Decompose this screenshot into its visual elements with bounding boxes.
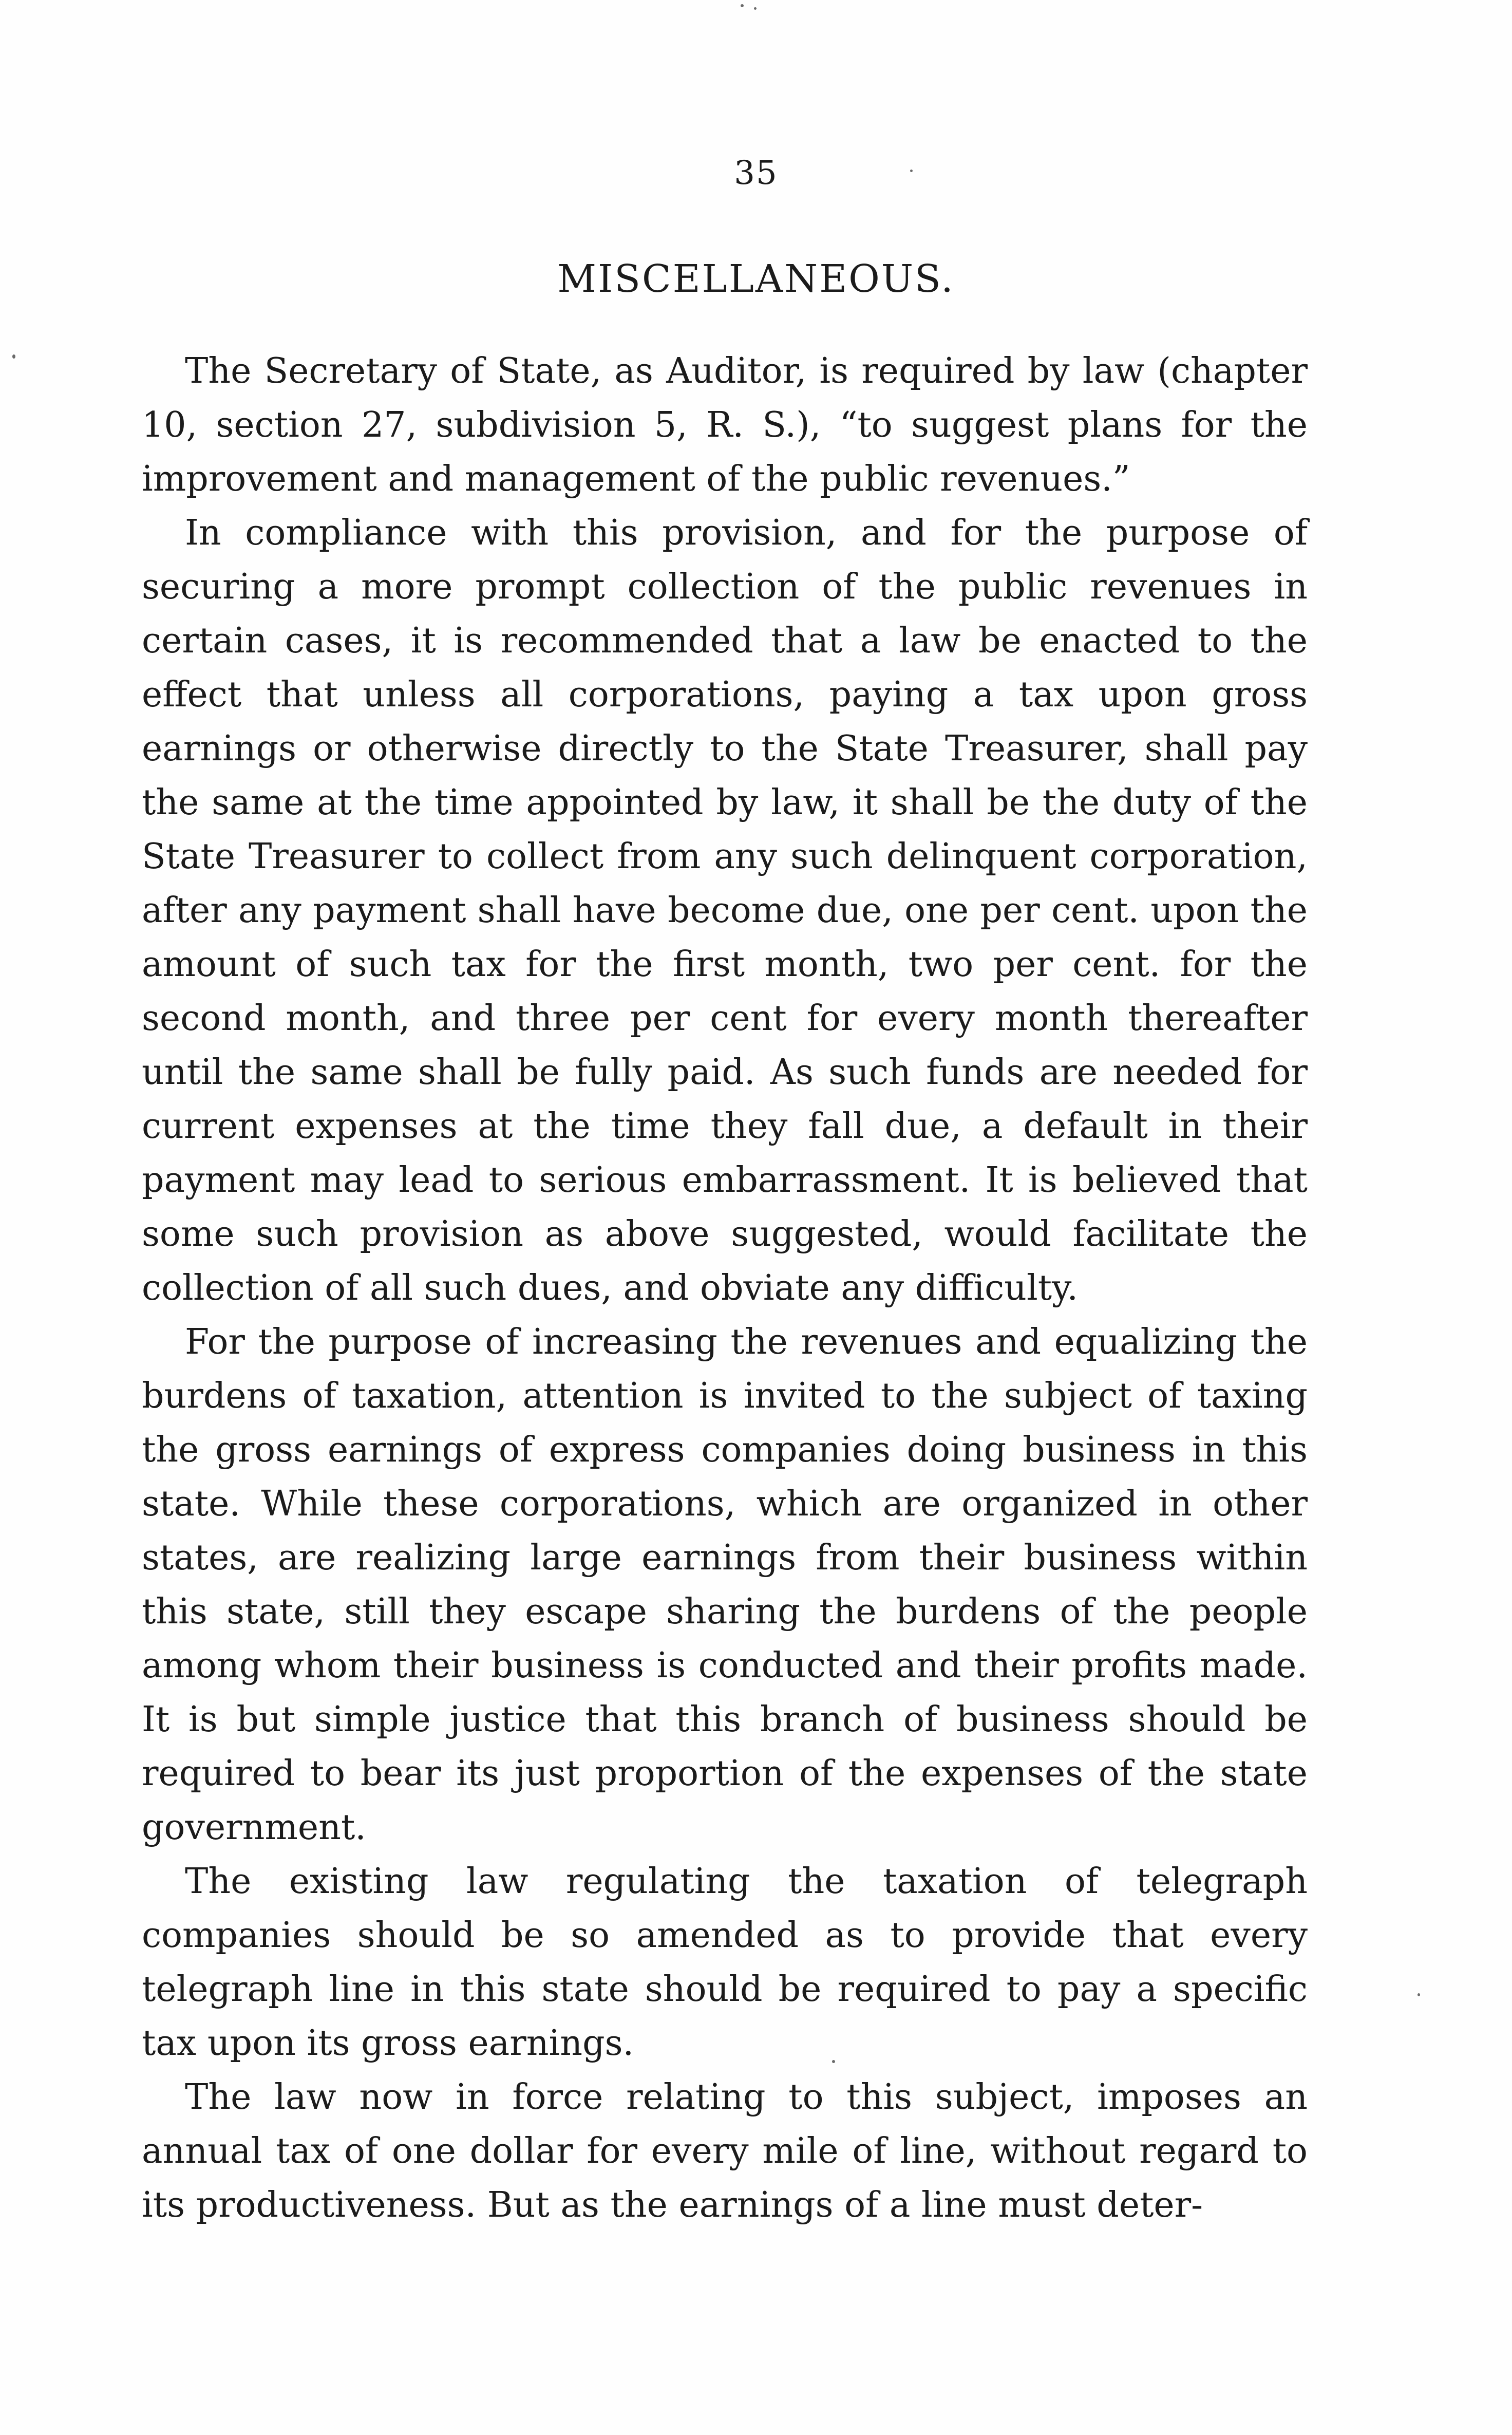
print-speck: [1418, 1993, 1420, 1996]
paragraph-auditor-duty: The Secretary of State, as Auditor, is required by law (chapter 10, section 27, subdivision 5, R. S.), “to suggest plans for the improvement and management of the public revenues.”: [142, 351, 1308, 499]
print-speck: [832, 2060, 835, 2063]
paragraph-telegraph-amendment: The existing law regulating the taxation of telegraph companies should be so amended as to provide that every telegraph line in this state should be required to pay a specific tax upon its gross earnings.: [142, 1861, 1308, 2064]
body-text: [142, 344, 1308, 2232]
section-heading: MISCELLANEOUS.: [557, 257, 955, 301]
print-speck: [741, 4, 744, 7]
print-speck: [910, 170, 913, 172]
print-speck: [12, 354, 15, 359]
paragraph-current-law: The law now in force relating to this subject, imposes an annual tax of one dollar for every mile of line, without regard to its productiveness. But as the earnings of a line must deter-: [142, 2077, 1308, 2225]
print-speck: [754, 7, 757, 10]
paragraph-delinquent-corporations: In compliance with this provision, and for the purpose of securing a more prompt collection of the public revenues in certain cases, it is recommended that a law be enacted to the effect that unless all corporations, paying a tax upon gross earnings or otherwise directly to the State Treasurer, shall pay the same at the time appointed by law, it shall be the duty of the State Treasurer to collect from any such delinquent corporation, after any payment shall have become due, one per cent. upon the amount of such tax for the first month, two per cent. for the second month, and three per cent for every month thereafter until the same shall be fully paid. As such funds are needed for current expenses at the time they fall due, a default in their payment may lead to serious embarrassment. It is believed that some such provision as above suggested, would facilitate the collection of all such dues, and obviate any difficulty.: [142, 513, 1308, 1308]
paragraph-express-companies: For the purpose of increasing the revenues and equalizing the burdens of taxation, attention is invited to the subject of taxing the gross earnings of express companies doing business in this state. While these corporations, which are organized in other states, are realizing large earnings from their business within this state, still they escape sharing the burdens of the people among whom their business is conducted and their profits made. It is but simple justice that this branch of business should be required to bear its just proportion of the expenses of the state government.: [142, 1322, 1308, 1848]
page-number: 35: [734, 154, 778, 192]
